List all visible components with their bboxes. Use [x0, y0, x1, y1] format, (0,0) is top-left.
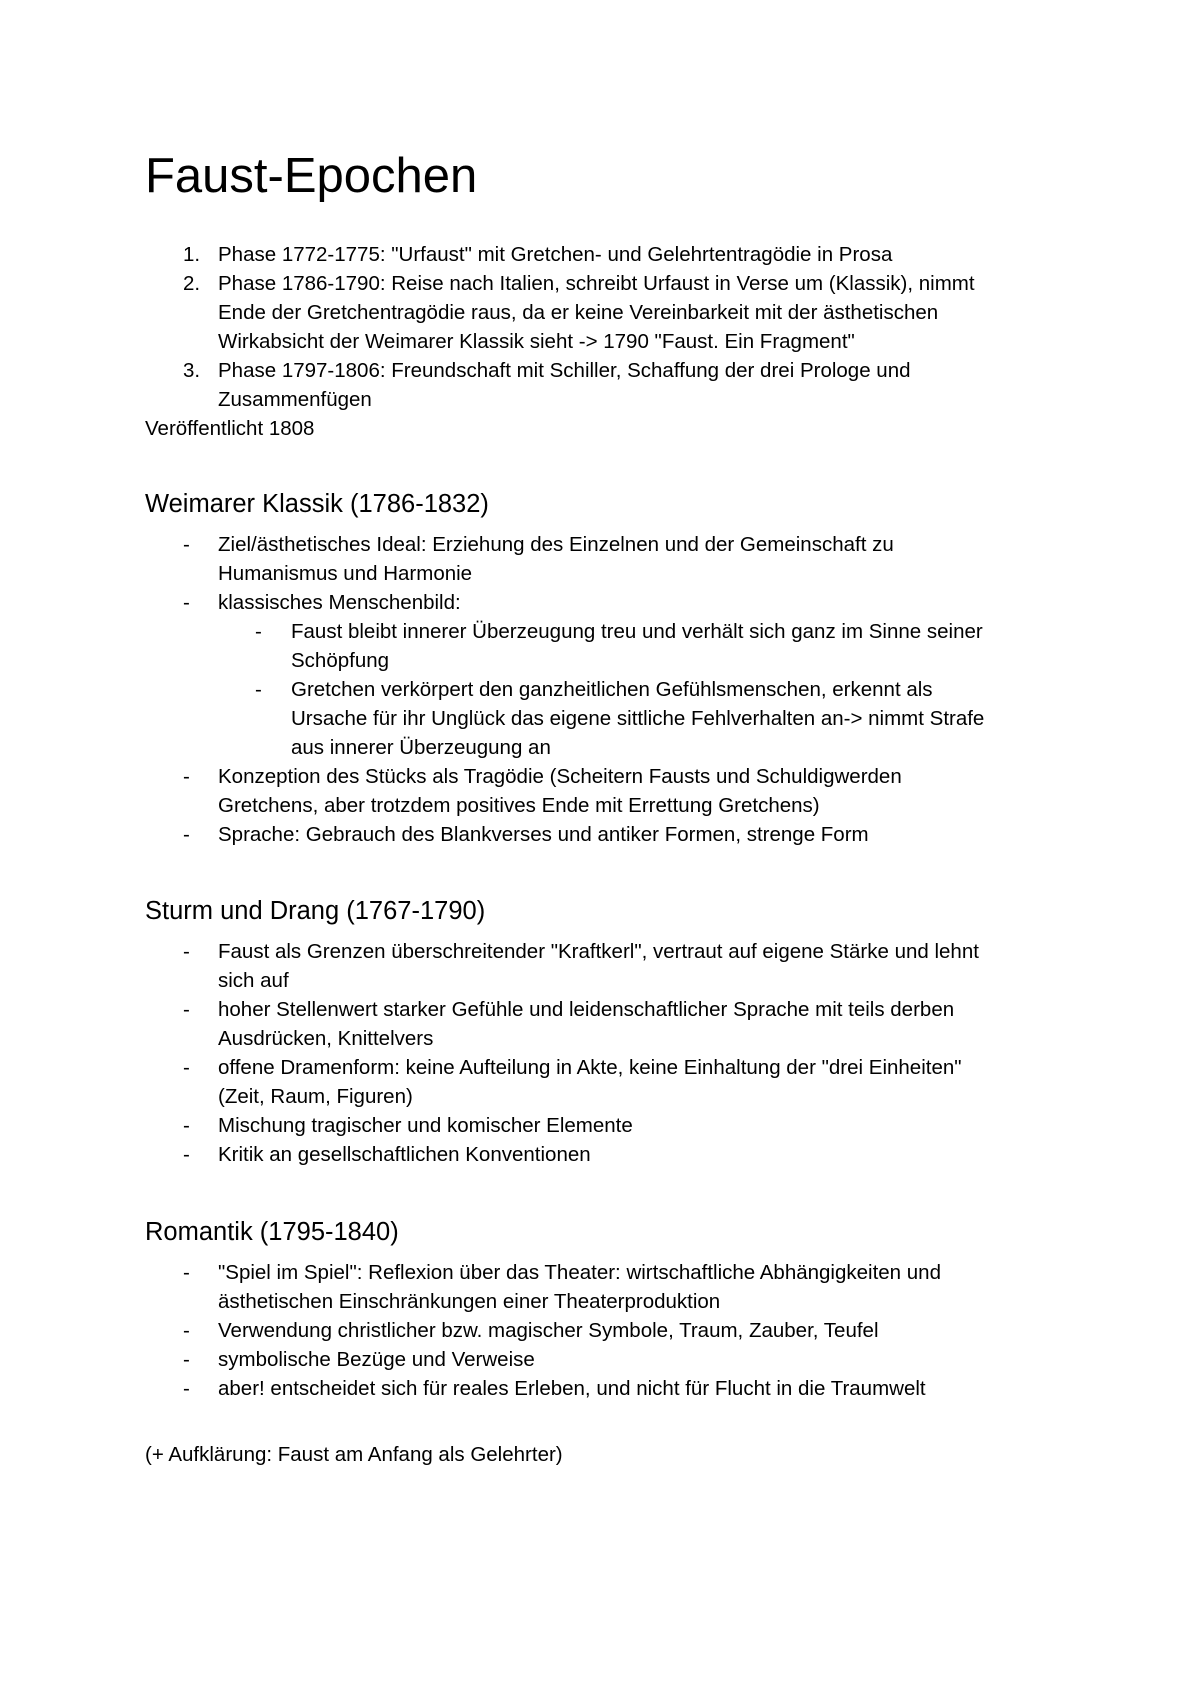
sturm-und-drang-list	[145, 937, 1065, 1169]
list-item-text: Zusammenfügen	[218, 388, 372, 411]
list-item-text: symbolische Bezüge und Verweise	[218, 1348, 535, 1371]
list-item-text: offene Dramenform: keine Aufteilung in Akte, keine Einhaltung der "drei Einheiten"	[218, 1056, 962, 1079]
list-item	[145, 1258, 1065, 1316]
list-item	[145, 356, 1065, 414]
list-marker: -	[183, 1143, 190, 1166]
list-marker: -	[255, 678, 262, 701]
list-marker: 3.	[183, 359, 201, 382]
list-marker: -	[255, 620, 262, 643]
list-marker: -	[183, 1261, 190, 1284]
list-item-text: Ende der Gretchentragödie raus, da er keine Vereinbarkeit mit der ästhetischen	[218, 301, 939, 324]
list-marker: -	[183, 1319, 190, 1342]
list-item	[145, 1345, 1065, 1374]
list-item-text: aus innerer Überzeugung an	[291, 736, 551, 759]
section-heading-weimarer-klassik: Weimarer Klassik (1786-1832)	[145, 490, 489, 518]
list-item-text: "Spiel im Spiel": Reflexion über das Theater: wirtschaftliche Abhängigkeiten und	[218, 1261, 941, 1284]
list-marker: -	[183, 823, 190, 846]
list-item-text: Humanismus und Harmonie	[218, 562, 473, 585]
list-item-text: Gretchen verkörpert den ganzheitlichen Gefühlsmenschen, erkennt als	[291, 678, 933, 701]
footnote: (+ Aufklärung: Faust am Anfang als Gelehrter)	[145, 1443, 563, 1466]
list-item	[145, 530, 1065, 588]
list-item-text: sich auf	[218, 969, 289, 992]
list-marker: -	[183, 1348, 190, 1371]
page-title: Faust-Epochen	[145, 149, 478, 203]
weimarer-klassik-list	[145, 530, 1065, 849]
list-item-text: Verwendung christlicher bzw. magischer Symbole, Traum, Zauber, Teufel	[218, 1319, 879, 1342]
list-item-text: Faust als Grenzen überschreitender "Kraftkerl", vertraut auf eigene Stärke und lehnt	[218, 940, 979, 963]
list-item-text: Ausdrücken, Knittelvers	[218, 1027, 434, 1050]
list-item	[145, 588, 1065, 617]
list-item-text: (Zeit, Raum, Figuren)	[218, 1085, 413, 1108]
list-marker: -	[183, 1056, 190, 1079]
list-marker: -	[183, 1114, 190, 1137]
list-item-text: Phase 1797-1806: Freundschaft mit Schiller, Schaffung der drei Prologe und	[218, 359, 911, 382]
list-marker: -	[183, 940, 190, 963]
list-item	[145, 995, 1065, 1053]
published-note: Veröffentlicht 1808	[145, 417, 315, 440]
section-heading-sturm-und-drang: Sturm und Drang (1767-1790)	[145, 897, 486, 925]
list-item	[145, 762, 1065, 820]
list-item	[145, 820, 1065, 849]
phases-list	[145, 240, 1065, 414]
section-heading-romantik: Romantik (1795-1840)	[145, 1218, 399, 1246]
list-marker: -	[183, 591, 190, 614]
list-item-text: klassisches Menschenbild:	[218, 591, 461, 614]
list-item-text: Ziel/ästhetisches Ideal: Erziehung des Einzelnen und der Gemeinschaft zu	[218, 533, 894, 556]
list-item	[145, 1374, 1065, 1403]
list-item-text: Konzeption des Stücks als Tragödie (Scheitern Fausts und Schuldigwerden	[218, 765, 902, 788]
list-item-text: Schöpfung	[291, 649, 390, 672]
list-marker: -	[183, 998, 190, 1021]
list-marker: -	[183, 1377, 190, 1400]
list-item	[145, 1140, 1065, 1169]
list-item-text: hoher Stellenwert starker Gefühle und leidenschaftlicher Sprache mit teils derben	[218, 998, 955, 1021]
list-item	[145, 1111, 1065, 1140]
list-item-text: Gretchens, aber trotzdem positives Ende mit Errettung Gretchens)	[218, 794, 820, 817]
list-item	[145, 269, 1065, 356]
list-item-text: ästhetischen Einschränkungen einer Theaterproduktion	[218, 1290, 721, 1313]
list-item-text: Kritik an gesellschaftlichen Konventionen	[218, 1143, 591, 1166]
list-item-text: Sprache: Gebrauch des Blankverses und antiker Formen, strenge Form	[218, 823, 869, 846]
list-item-text: Phase 1786-1790: Reise nach Italien, schreibt Urfaust in Verse um (Klassik), nimmt	[218, 272, 975, 295]
list-item-text: Wirkabsicht der Weimarer Klassik sieht -> 1790 "Faust. Ein Fragment"	[218, 330, 855, 353]
list-item	[145, 240, 1065, 269]
list-item	[145, 937, 1065, 995]
list-item-nested	[145, 617, 1065, 675]
list-item-text: aber! entscheidet sich für reales Erleben, und nicht für Flucht in die Traumwelt	[218, 1377, 926, 1400]
list-item-text: Ursache für ihr Unglück das eigene sittliche Fehlverhalten an-> nimmt Strafe	[291, 707, 985, 730]
list-item-text: Faust bleibt innerer Überzeugung treu und verhält sich ganz im Sinne seiner	[291, 620, 983, 643]
list-item-nested	[145, 675, 1065, 762]
romantik-list	[145, 1258, 1065, 1403]
list-marker: 1.	[183, 243, 201, 266]
list-marker: 2.	[183, 272, 201, 295]
list-item-text: Mischung tragischer und komischer Elemente	[218, 1114, 633, 1137]
list-marker: -	[183, 533, 190, 556]
list-marker: -	[183, 765, 190, 788]
list-item	[145, 1316, 1065, 1345]
list-item	[145, 1053, 1065, 1111]
list-item-text: Phase 1772-1775: "Urfaust" mit Gretchen- und Gelehrtentragödie in Prosa	[218, 243, 893, 266]
